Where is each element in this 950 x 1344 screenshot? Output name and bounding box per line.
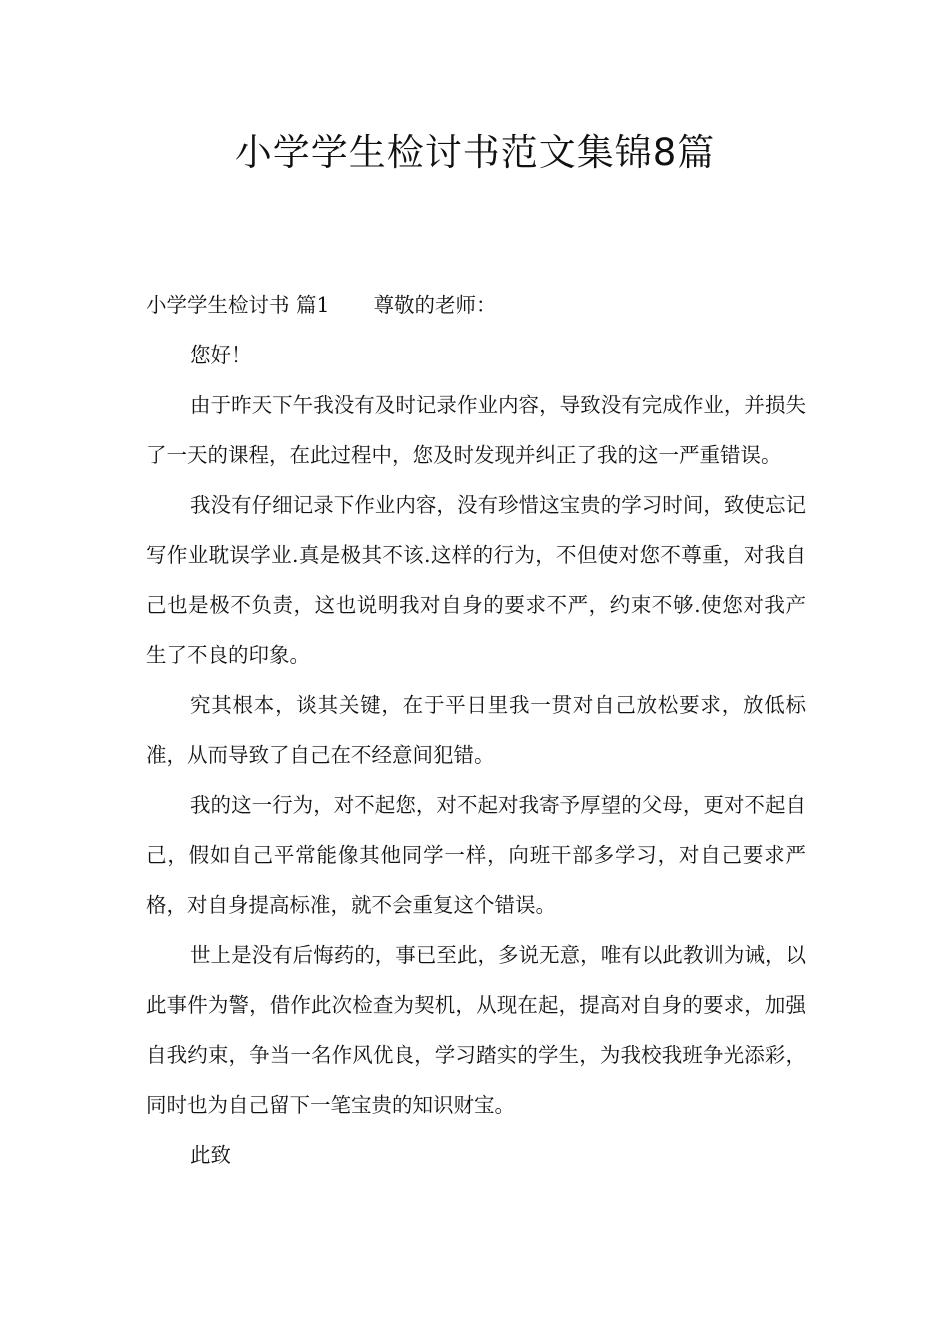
paragraph-2: 我没有仔细记录下作业内容，没有珍惜这宝贵的学习时间，致使忘记写作业耽误学业.真是极其不该.这样的行为，不但使对您不尊重，对我自己也是极不负责，这也说明我对自身的要求不严，约束不够.使您对我产生了不良的印象。	[146, 493, 806, 667]
paragraph-3: 究其根本，谈其关键，在于平日里我一贯对自己放松要求，放低标准，从而导致了自己在不经意间犯错。	[146, 693, 806, 767]
greeting: 您好！	[190, 343, 252, 367]
document-title: 小学学生检讨书范文集锦8篇	[234, 131, 716, 174]
paragraph-1: 由于昨天下午我没有及时记录作业内容，导致没有完成作业，并损失了一天的课程，在此过程中，您及时发现并纠正了我的这一严重错误。	[146, 393, 806, 467]
section-heading: 小学学生检讨书 篇1	[146, 293, 330, 317]
paragraph-5: 世上是没有后悔药的，事已至此，多说无意，唯有以此教训为诫，以此事件为警，借作此次检查为契机，从现在起，提高对自身的要求，加强自我约束，争当一名作风优良，学习踏实的学生，为我校我班争光添彩，同时也为自己留下一笔宝贵的知识财宝。	[146, 943, 806, 1117]
paragraph-4: 我的这一行为，对不起您，对不起对我寄予厚望的父母，更对不起自己，假如自己平常能像其他同学一样，向班干部多学习，对自己要求严格，对自身提高标准，就不会重复这个错误。	[146, 793, 806, 917]
document-body	[146, 280, 806, 1180]
closing: 此致	[190, 1143, 231, 1167]
heading-line	[146, 280, 806, 330]
salutation: 尊敬的老师：	[373, 293, 497, 317]
